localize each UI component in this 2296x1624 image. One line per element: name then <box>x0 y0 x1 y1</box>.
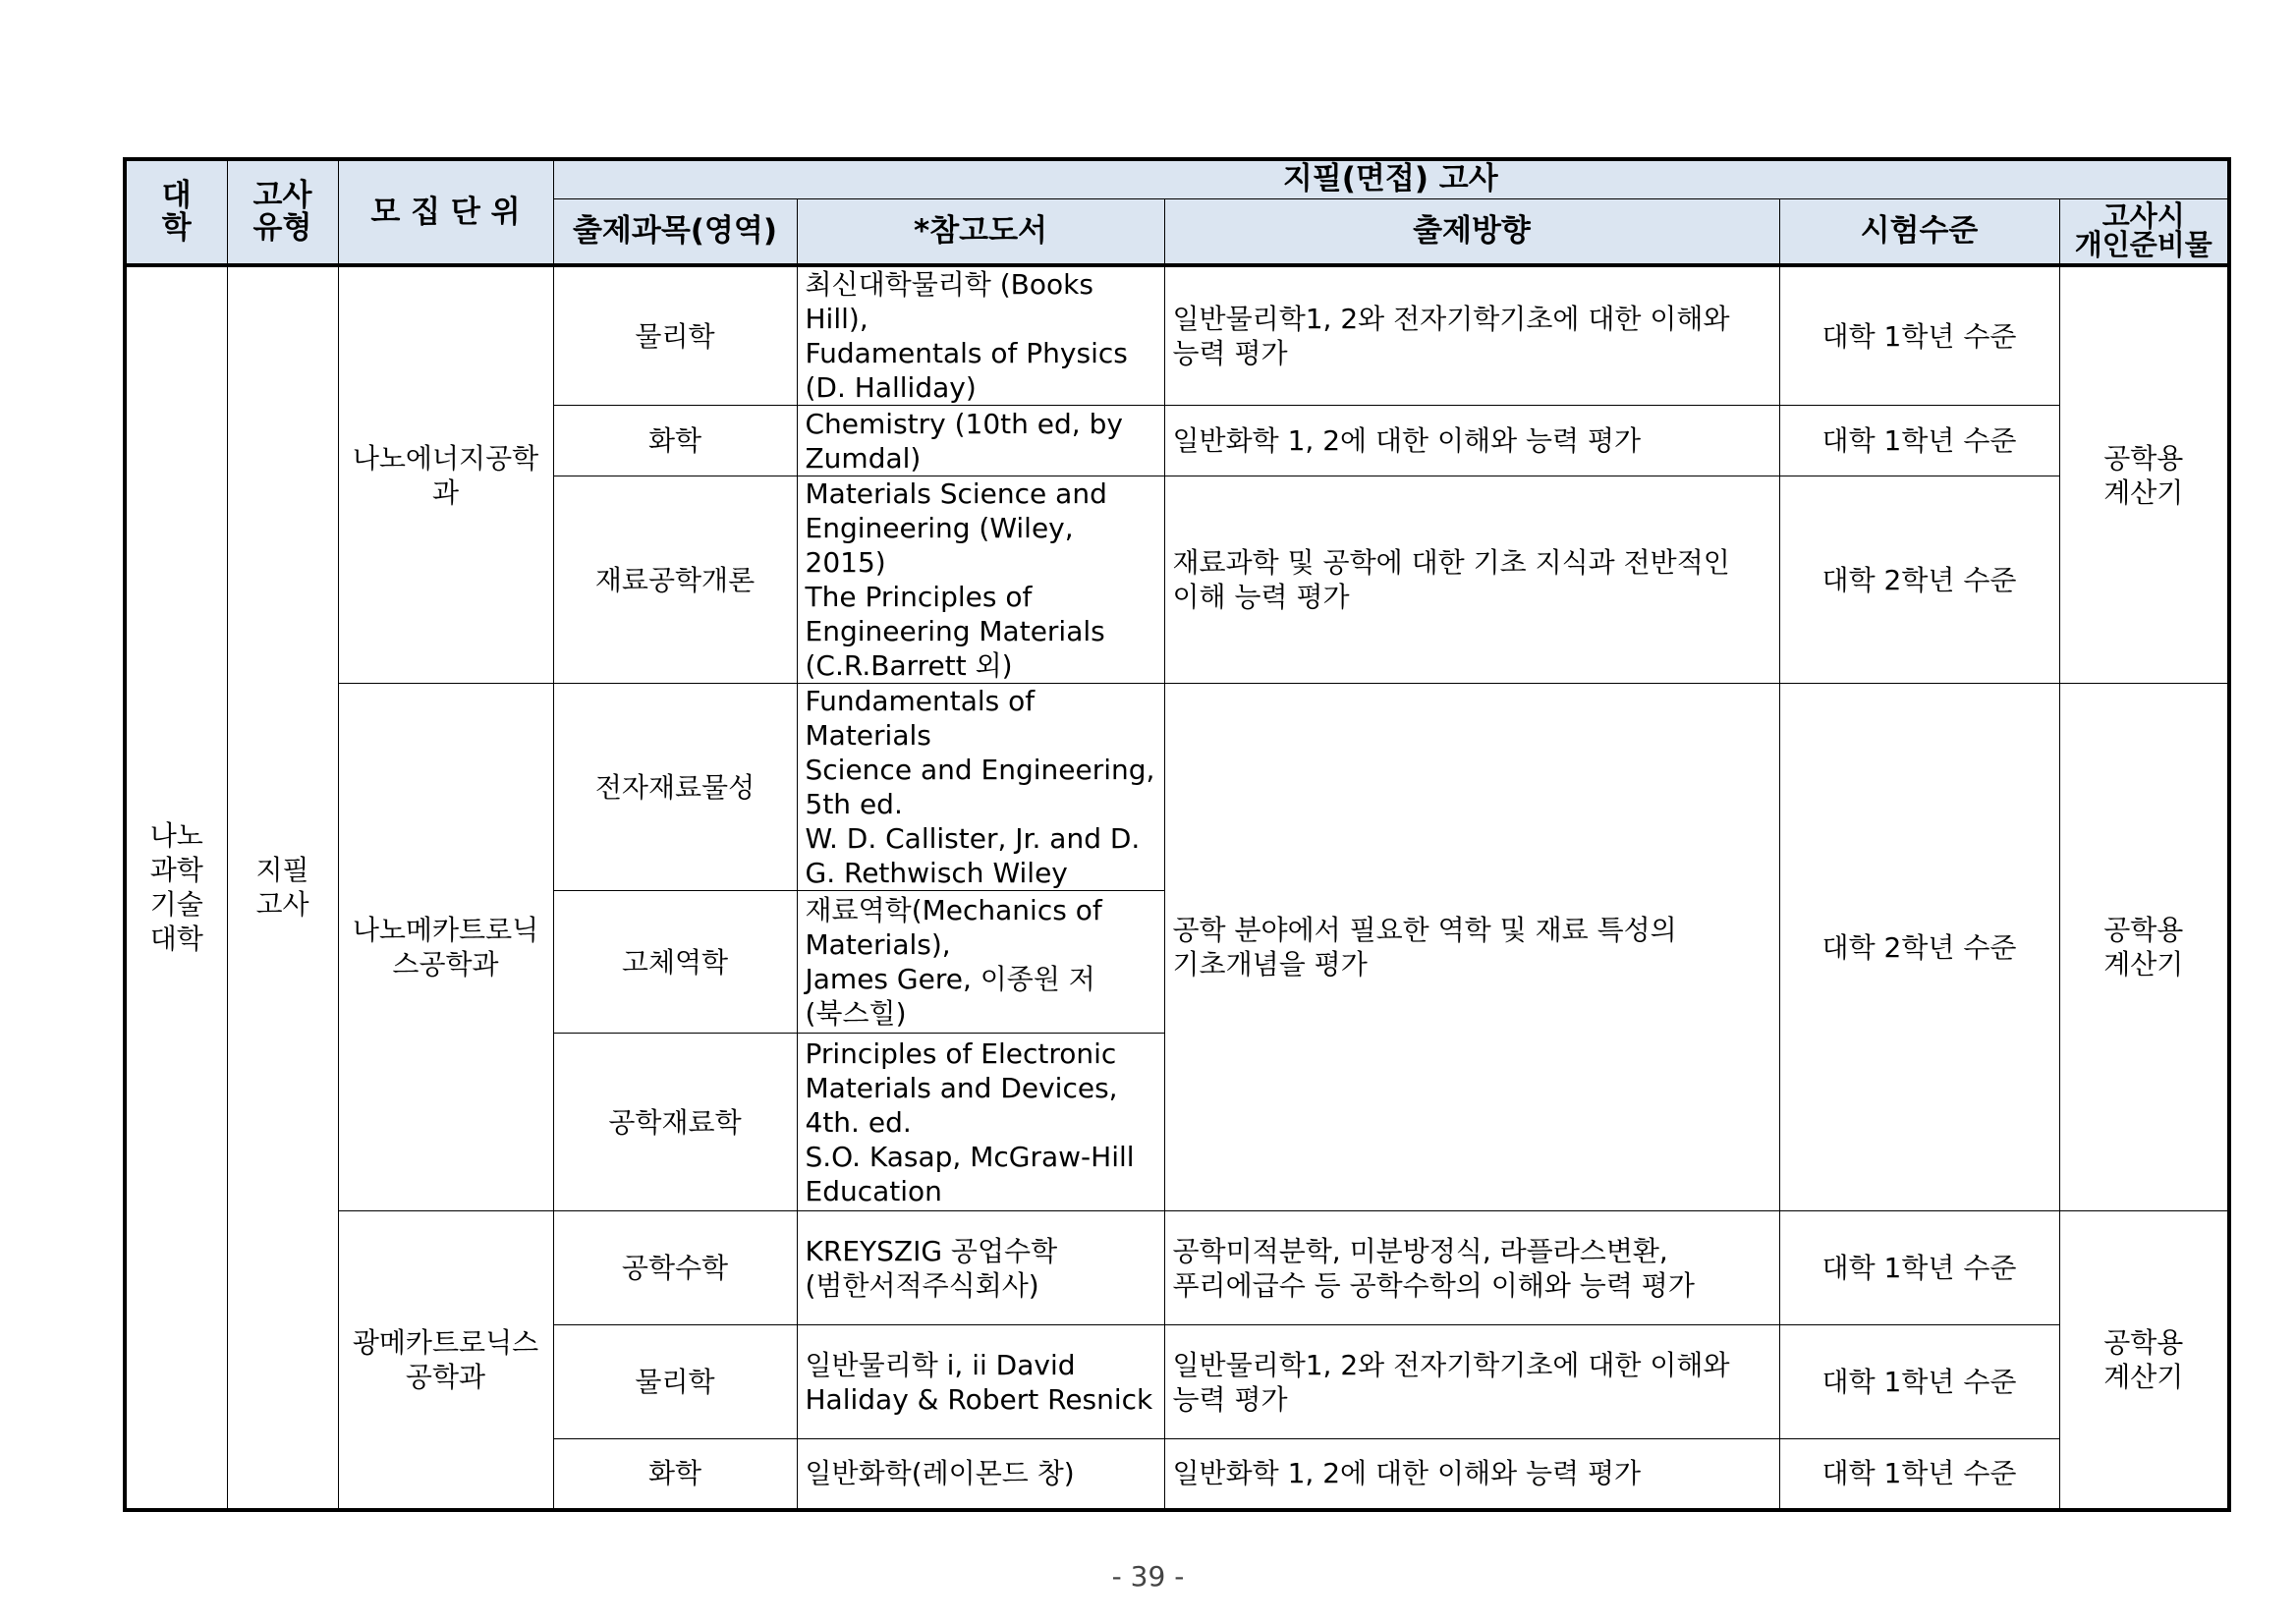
header-college-label: 대 학 <box>161 178 192 246</box>
header-college <box>125 159 227 265</box>
header-row-1 <box>125 159 2229 198</box>
personal-items-text: 공학용 계산기 <box>2103 914 2184 980</box>
direction-cell <box>1164 406 1779 476</box>
department-name: 나노메카트로닉 스공학과 <box>352 914 539 980</box>
table-row <box>125 265 2229 406</box>
direction-text: 재료과학 및 공학에 대한 기초 지식과 전반적인 이해 능력 평가 <box>1172 546 1730 613</box>
department-name: 나노에너지공학 과 <box>352 441 539 509</box>
exam-type-value: 지필 고사 <box>255 854 309 922</box>
subject-cell: 재료공학개론 <box>553 476 797 684</box>
department-name: 광메카트로닉스 공학과 <box>352 1325 539 1393</box>
personal-items-text: 공학용 계산기 <box>2103 441 2184 509</box>
header-written-exam: 지필(면접) 고사 <box>553 159 2229 198</box>
table-row <box>125 1211 2229 1325</box>
direction-cell <box>1164 1211 1779 1325</box>
header-level: 시험수준 <box>1779 198 2059 265</box>
direction-text: 공학미적분학, 미분방정식, 라플라스변환, 푸리에급수 등 공학수학의 이해와 능력 평가 <box>1172 1234 1695 1302</box>
reference-text: KREYSZIG 공업수학 (범한서적주식회사) <box>805 1234 1058 1302</box>
table-row <box>125 684 2229 891</box>
college-cell <box>125 265 227 1510</box>
reference-cell <box>797 476 1164 684</box>
exam-table <box>123 157 2231 1512</box>
department-cell <box>338 265 553 684</box>
level-cell: 대학 2학년 수준 <box>1779 476 2059 684</box>
subject-cell: 공학수학 <box>553 1211 797 1325</box>
direction-text: 일반화학 1, 2에 대한 이해와 능력 평가 <box>1172 424 1642 457</box>
department-cell <box>338 1211 553 1510</box>
subject-cell: 화학 <box>553 406 797 476</box>
reference-cell <box>797 1034 1164 1211</box>
header-exam-type-label: 고사 유형 <box>252 178 312 246</box>
subject-cell: 전자재료물성 <box>553 684 797 891</box>
reference-text: Chemistry (10th ed, by Zumdal) <box>805 407 1123 475</box>
department-cell <box>338 684 553 1211</box>
reference-text: 재료역학(Mechanics of Materials), James Gere, 이종원 저 (북스힐) <box>805 894 1102 1030</box>
personal-items-cell <box>2059 684 2229 1211</box>
direction-text: 공학 분야에서 필요한 역학 및 재료 특성의 기초개념을 평가 <box>1172 914 1677 980</box>
reference-text: 일반물리학 i, ii David Haliday & Robert Resnick <box>805 1348 1153 1416</box>
subject-cell: 물리학 <box>553 265 797 406</box>
reference-cell <box>797 891 1164 1034</box>
reference-text: 일반화학(레이몬드 창) <box>805 1457 1075 1490</box>
header-unit: 모 집 단 위 <box>338 159 553 265</box>
reference-text: Principles of Electronic Materials and Devices, 4th. ed. S.O. Kasap, McGraw-Hill Education <box>805 1036 1135 1207</box>
reference-text: Fundamentals of Materials Science and Engineering, 5th ed. W. D. Callister, Jr. and D. G. Rethwisch Wiley <box>805 685 1155 889</box>
admissions-exam-table <box>123 157 2227 1490</box>
header-subject: 출제과목(영역) <box>553 198 797 265</box>
subject-cell: 물리학 <box>553 1325 797 1439</box>
reference-text: Materials Science and Engineering (Wiley, 2015) The Principles of Engineering Materials (C.R.Barrett 외) <box>805 477 1107 682</box>
direction-cell <box>1164 476 1779 684</box>
subject-cell: 화학 <box>553 1439 797 1510</box>
level-cell: 대학 1학년 수준 <box>1779 1439 2059 1510</box>
level-cell: 대학 1학년 수준 <box>1779 265 2059 406</box>
college-name: 나노 과학 기술 대학 <box>149 819 203 956</box>
header-reference: *참고도서 <box>797 198 1164 265</box>
level-cell: 대학 1학년 수준 <box>1779 406 2059 476</box>
reference-text: 최신대학물리학 (Books Hill), Fudamentals of Physics (D. Halliday) <box>805 268 1128 404</box>
level-cell: 대학 1학년 수준 <box>1779 1325 2059 1439</box>
direction-cell <box>1164 1439 1779 1510</box>
direction-cell <box>1164 1325 1779 1439</box>
level-cell: 대학 2학년 수준 <box>1779 684 2059 1211</box>
page-number: - 39 - <box>1111 1560 1185 1593</box>
direction-text: 일반물리학1, 2와 전자기학기초에 대한 이해와 능력 평가 <box>1172 303 1730 369</box>
reference-cell <box>797 1439 1164 1510</box>
header-personal-items-label: 고사시 개인준비물 <box>2074 199 2212 262</box>
direction-cell <box>1164 684 1779 1211</box>
header-personal-items <box>2059 198 2229 265</box>
level-cell: 대학 1학년 수준 <box>1779 1211 2059 1325</box>
direction-text: 일반물리학1, 2와 전자기학기초에 대한 이해와 능력 평가 <box>1172 1348 1730 1416</box>
personal-items-cell <box>2059 1211 2229 1510</box>
reference-cell <box>797 1325 1164 1439</box>
reference-cell <box>797 406 1164 476</box>
reference-cell <box>797 265 1164 406</box>
personal-items-cell <box>2059 265 2229 684</box>
reference-cell <box>797 684 1164 891</box>
header-direction: 출제방향 <box>1164 198 1779 265</box>
direction-text: 일반화학 1, 2에 대한 이해와 능력 평가 <box>1172 1457 1642 1490</box>
direction-cell <box>1164 265 1779 406</box>
subject-cell: 공학재료학 <box>553 1034 797 1211</box>
subject-cell: 고체역학 <box>553 891 797 1034</box>
personal-items-text: 공학용 계산기 <box>2103 1325 2184 1393</box>
reference-cell <box>797 1211 1164 1325</box>
exam-type-cell <box>227 265 338 1510</box>
header-exam-type <box>227 159 338 265</box>
